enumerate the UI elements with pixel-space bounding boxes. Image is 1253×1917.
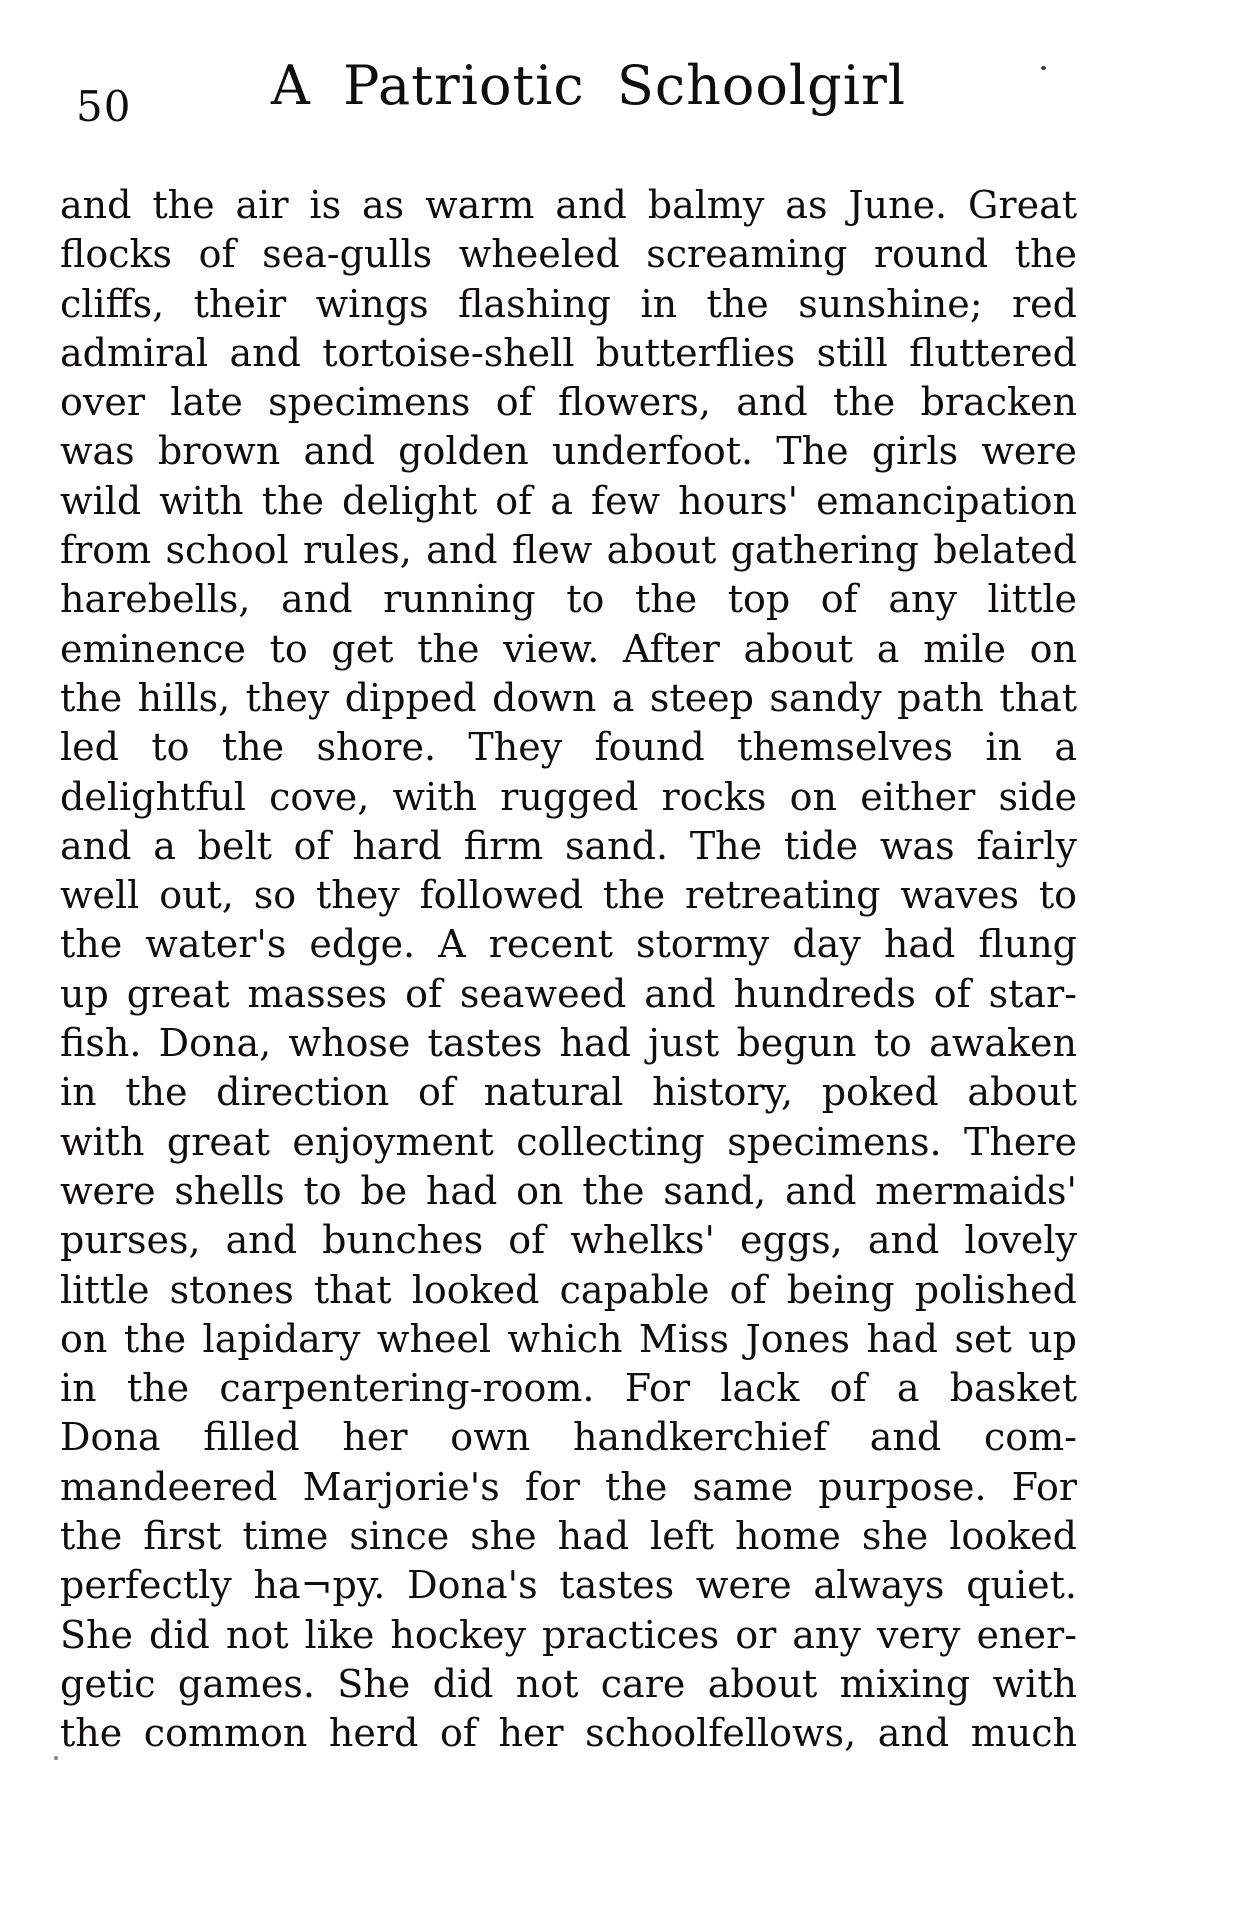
text-line: was brown and golden underfoot. The girls were: [60, 429, 1077, 474]
text-line: flocks of sea-gulls wheeled screaming round the: [60, 232, 1077, 277]
text-line: in the carpentering-room. For lack of a basket: [60, 1366, 1077, 1411]
text-line: on the lapidary wheel which Miss Jones had set up: [60, 1316, 1077, 1361]
text-line: led to the shore. They found themselves in a: [60, 725, 1077, 770]
text-line: cliffs, their wings flashing in the sunshine; red: [60, 281, 1077, 326]
text-line: the first time since she had left home she looked: [60, 1514, 1077, 1559]
text-line: delightful cove, with rugged rocks on either side: [60, 774, 1077, 819]
text-line: well out, so they followed the retreating waves to: [60, 873, 1077, 918]
body-text: [60, 181, 1077, 1759]
text-line: perfectly ha¬py. Dona's tastes were always quiet.: [60, 1563, 1077, 1608]
text-line: harebells, and running to the top of any little: [60, 577, 1077, 622]
text-line: over late specimens of flowers, and the bracken: [60, 380, 1077, 425]
text-line: up great masses of seaweed and hundreds of star-: [60, 971, 1077, 1016]
text-line: wild with the delight of a few hours' emancipation: [60, 478, 1077, 523]
running-title: A Patriotic Schoolgirl: [270, 54, 907, 117]
text-line: and the air is as warm and balmy as June. Great: [60, 183, 1077, 227]
text-line: little stones that looked capable of being polished: [60, 1267, 1077, 1312]
text-line: admiral and tortoise-shell butterflies still fluttered: [60, 330, 1077, 375]
text-line: purses, and bunches of whelks' eggs, and lovely: [60, 1218, 1077, 1263]
text-line: Dona filled her own handkerchief and com-: [60, 1415, 1077, 1460]
text-line: and a belt of hard firm sand. The tide was fairly: [60, 823, 1077, 868]
scan-speck: [1041, 66, 1046, 70]
text-line: the common herd of her schoolfellows, and much: [60, 1711, 1077, 1756]
text-line: the water's edge. A recent stormy day had flung: [60, 922, 1077, 967]
page-number: 50: [76, 82, 132, 131]
text-line: with great enjoyment collecting specimens. There: [60, 1119, 1077, 1164]
text-line: mandeered Marjorie's for the same purpose. For: [60, 1464, 1077, 1509]
text-line: fish. Dona, whose tastes had just begun to awaken: [60, 1021, 1077, 1066]
text-line: eminence to get the view. After about a mile on: [60, 626, 1077, 671]
text-line: in the direction of natural history, poked about: [60, 1070, 1077, 1115]
text-line: She did not like hockey practices or any very ener-: [60, 1612, 1077, 1657]
text-line: the hills, they dipped down a steep sandy path that: [60, 675, 1077, 720]
text-line: from school rules, and flew about gathering belated: [60, 528, 1077, 573]
text-line: were shells to be had on the sand, and mermaids': [60, 1168, 1077, 1213]
text-line: getic games. She did not care about mixing with: [60, 1661, 1077, 1706]
scan-speck: [54, 1756, 58, 1760]
